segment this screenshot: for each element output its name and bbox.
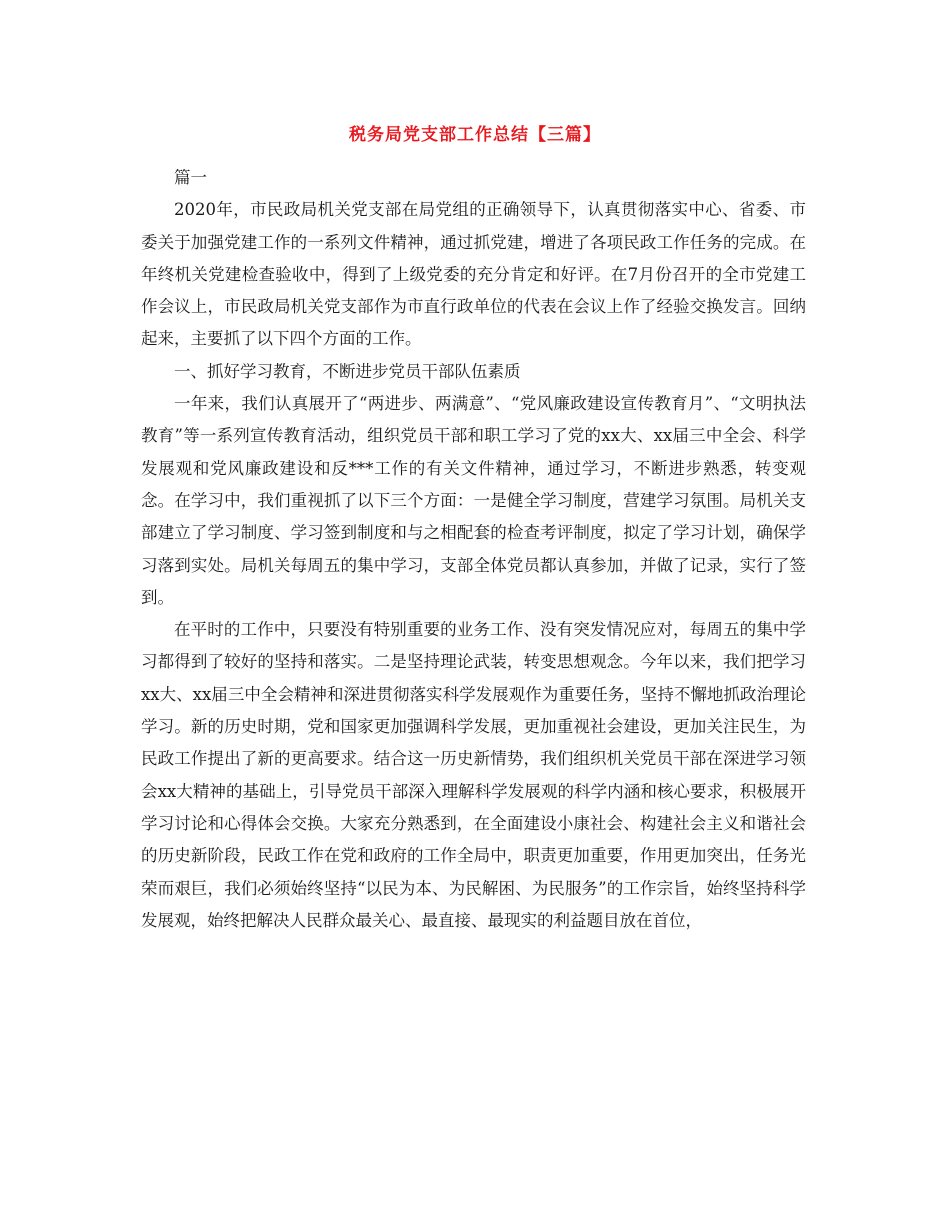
document-body <box>141 162 806 937</box>
paragraph: 一年来，我们认真展开了“两进步、两满意”、“党风廉政建设宣传教育月”、“文明执法教育”等一系列宣传教育活动，组织党员干部和职工学习了党的xx大、xx届三中全会、科学发展观和党风廉政建设和反***工作的有关文件精神，通过学习，不断进步熟悉，转变观念。在学习中，我们重视抓了以下三个方面：一是健全学习制度，营建学习氛围。局机关支部建立了学习制度、学习签到制度和与之相配套的检查考评制度，拟定了学习计划，确保学习落到实处。局机关每周五的集中学习，支部全体党员都认真参加，并做了记录，实行了签到。 <box>141 394 806 607</box>
document-title: 税务局党支部工作总结【三篇】 <box>349 125 601 145</box>
paragraph: 2020年，市民政局机关党支部在局党组的正确领导下，认真贯彻落实中心、省委、市委关于加强党建工作的一系列文件精神，通过抓党建，增进了各项民政工作任务的完成。在年终机关党建检查验收中，得到了上级党委的充分肯定和好评。在7月份召开的全市党建工作会议上，市民政局机关党支部作为市直行政单位的代表在会议上作了经验交换发言。回纳起来，主要抓了以下四个方面的工作。 <box>141 200 806 349</box>
section-heading: 一、抓好学习教育，不断进步党员干部队伍素质 <box>174 361 521 381</box>
section-label: 篇一 <box>174 168 207 187</box>
paragraph: 在平时的工作中，只要没有特别重要的业务工作、没有突发情况应对，每周五的集中学习都得到了较好的坚持和落实。二是坚持理论武装，转变思想观念。今年以来，我们把学习xx大、xx届三中全会精神和深进贯彻落实科学发展观作为重要任务，坚持不懈地抓政治理论学习。新的历史时期，党和国家更加强调科学发展，更加重视社会建设，更加关注民生，为民政工作提出了新的更高要求。结合这一历史新情势，我们组织机关党员干部在深进学习领会xx大精神的基础上，引导党员干部深入理解科学发展观的科学内涵和核心要求，积极展开学习讨论和心得体会交换。大家充分熟悉到，在全面建设小康社会、构建社会主义和谐社会的历史新阶段，民政工作在党和政府的工作全局中，职责更加重要，作用更加突出，任务光荣而艰巨，我们必须始终坚持“以民为本、为民解困、为民服务”的工作宗旨，始终坚持科学发展观，始终把解决人民群众最关心、最直接、最现实的利益题目放在首位， <box>141 620 806 930</box>
